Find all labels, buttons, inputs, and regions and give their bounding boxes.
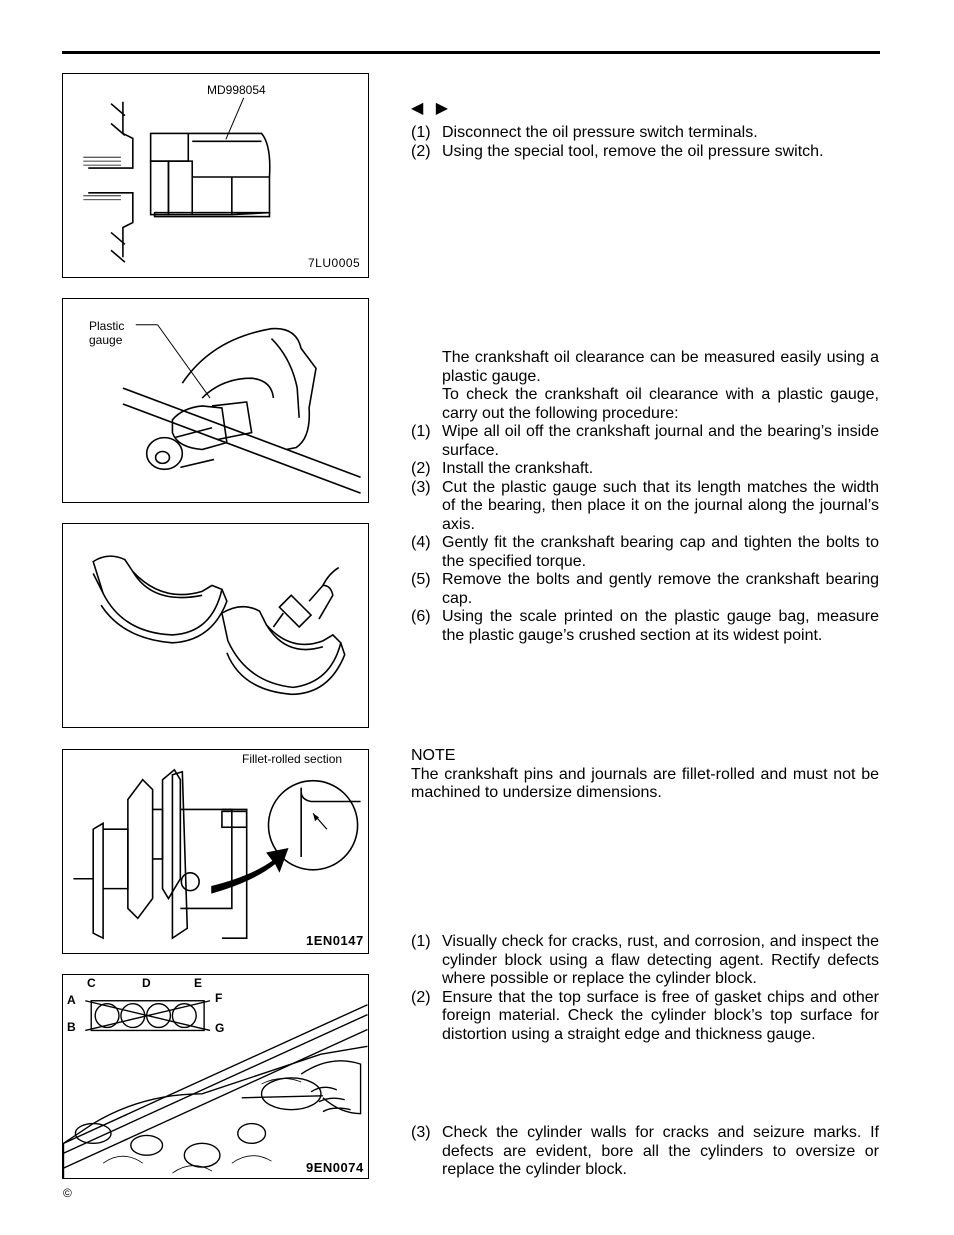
plastic-gauge-label-line2: gauge <box>89 333 123 347</box>
figure-code: 1EN0147 <box>306 933 364 948</box>
step-item <box>411 989 879 1045</box>
step-item <box>411 1124 879 1180</box>
bearing-caps-illustration <box>63 524 368 727</box>
step-number: (1) <box>411 423 431 440</box>
figure-cylinder-block-distortion <box>62 974 369 1179</box>
point-label-f: F <box>215 991 223 1005</box>
step-text: Gently fit the crankshaft bearing cap and tighten the bolts to the specified torque. <box>442 534 879 570</box>
figure-plastic-gauge <box>62 298 369 503</box>
figure-fillet-rolled-crankshaft <box>62 749 369 954</box>
removal-steps-arrows: ◀ ▶ <box>411 100 453 117</box>
step-item <box>411 423 879 460</box>
step-text: Using the scale printed on the plastic gauge bag, measure the plastic gauge’s crushed section at its widest point. <box>442 608 879 644</box>
step-number: (4) <box>411 534 431 551</box>
step-number: (6) <box>411 608 431 625</box>
step-item <box>411 143 879 162</box>
step-text: Visually check for cracks, rust, and corrosion, and inspect the cylinder block using a flaw detecting agent. Rectify defects where possible or replace the cylinder block. <box>442 933 879 987</box>
step-text: Ensure that the top surface is free of gasket chips and other foreign material. Check the cylinder block’s top surface for distortion using a straight edge and thickness gauge. <box>442 988 879 1043</box>
step-item <box>411 571 879 608</box>
section-fillet-rolled-note <box>411 747 879 803</box>
step-item <box>411 534 879 571</box>
step-item <box>411 608 879 645</box>
step-number: (2) <box>411 460 431 477</box>
point-label-g: G <box>215 1021 225 1035</box>
step-number: (2) <box>411 142 431 160</box>
step-number: (2) <box>411 988 431 1006</box>
section-crankshaft-oil-clearance <box>411 349 879 645</box>
step-text: Cut the plastic gauge such that its length matches the width of the bearing, then place it on the journal along the journal’s axis. <box>442 478 879 533</box>
figure-bearing-caps <box>62 523 369 728</box>
step-number: (3) <box>411 478 431 496</box>
point-label-b: B <box>67 1020 76 1034</box>
step-number: (5) <box>411 571 431 588</box>
note-title: NOTE <box>411 747 456 764</box>
step-text: Using the special tool, remove the oil pressure switch. <box>442 142 824 160</box>
step-text: Check the cylinder walls for cracks and seizure marks. If defects are evident, bore all the cylinders to oversize or replace the cylinder block. <box>442 1124 879 1178</box>
step-item <box>411 124 879 143</box>
fillet-rolled-section-label: Fillet-rolled section <box>242 752 343 766</box>
copyright-symbol: © <box>63 1186 72 1200</box>
step-item <box>411 460 879 479</box>
step-text: Disconnect the oil pressure switch terminals. <box>442 124 758 141</box>
section-oil-pressure-switch-removal <box>411 124 879 161</box>
step-text: Wipe all oil off the crankshaft journal and the bearing’s inside surface. <box>442 423 879 459</box>
intro-paragraph: The crankshaft oil clearance can be measured easily using a plastic gauge. <box>442 349 879 385</box>
plastic-gauge-label-line1: Plastic <box>89 319 125 333</box>
step-number: (1) <box>411 124 431 141</box>
figure-code: 9EN0074 <box>306 1160 364 1175</box>
figure-code: 7LU0005 <box>308 256 361 270</box>
figure-oil-pressure-switch <box>62 73 369 278</box>
step-item <box>411 479 879 535</box>
step-text: Remove the bolts and gently remove the crankshaft bearing cap. <box>442 571 879 607</box>
point-label-d: D <box>142 976 151 990</box>
tool-number-label: MD998054 <box>207 83 266 97</box>
step-number: (3) <box>411 1124 431 1141</box>
section-cylinder-walls <box>411 1124 879 1180</box>
step-number: (1) <box>411 933 431 950</box>
point-label-c: C <box>87 976 96 990</box>
crankshaft-illustration <box>63 750 368 953</box>
top-rule <box>62 51 880 54</box>
cylinder-block-illustration <box>63 975 368 1178</box>
step-item <box>411 933 879 989</box>
intro-paragraph: To check the crankshaft oil clearance with a plastic gauge, carry out the following procedure: <box>442 386 879 422</box>
note-text: The crankshaft pins and journals are fillet-rolled and must not be machined to undersize dimensions. <box>411 765 879 801</box>
step-text: Install the crankshaft. <box>442 460 594 477</box>
oil-pressure-switch-illustration <box>63 74 368 277</box>
section-cylinder-block-inspection <box>411 933 879 1044</box>
point-label-a: A <box>67 993 76 1007</box>
point-label-e: E <box>194 976 203 990</box>
